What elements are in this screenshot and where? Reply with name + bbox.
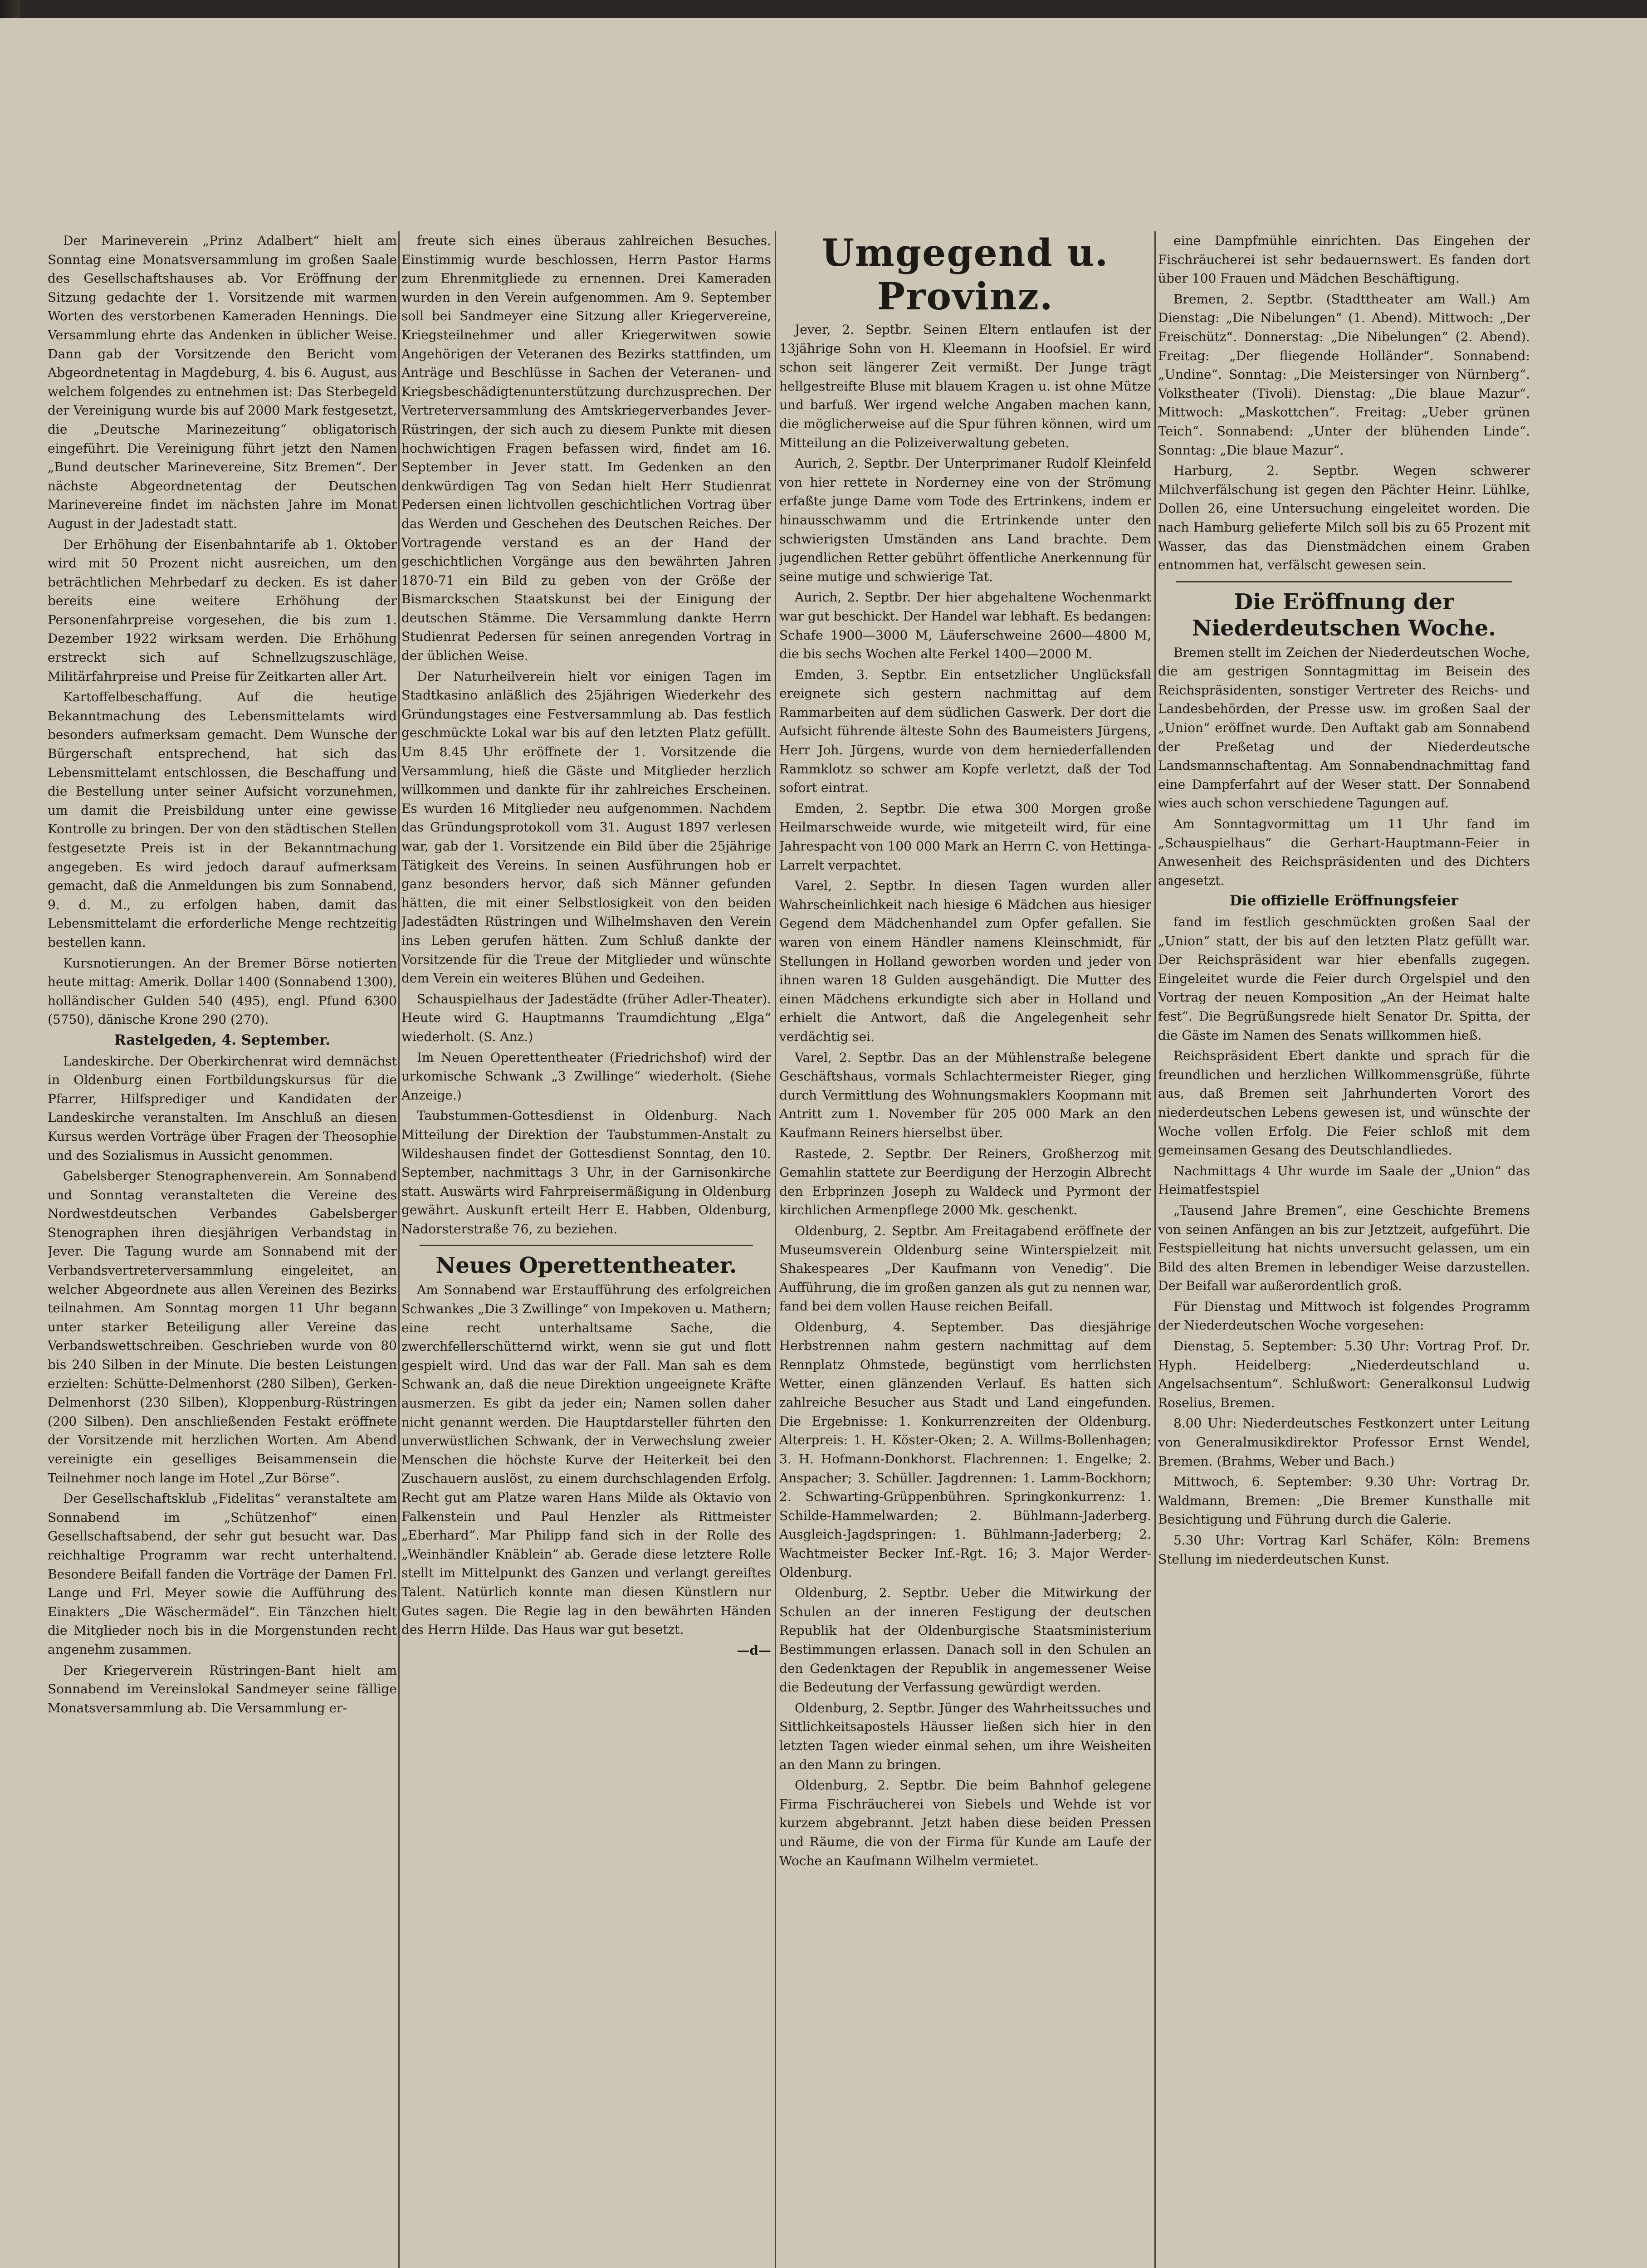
article-marineverein: Der Marineverein „Prinz Adalbert“ hielt am Sonntag eine Monatsversammlung im großen Saale des Gesellschaftshauses ab. Vor Eröffnung der Sitzung gedachte der 1. Vorsitzende mit warmen Worten des verstorbenen Kameraden Hennings. Die Versammlung ehrte das Andenken in üblicher Weise. Dann gab der Vorsitzende den Bericht vom Abgeordnetentag in Magdeburg, 4. bis 6. August, aus welchem folgendes zu entnehmen ist: Das Sterbegeld der Vereinigung wurde bis auf 2000 Mark festgesetzt, die „Deutsche Marinezeitung“ obligatorisch eingeführt. Die Vereinigung führt jetzt den Namen „Bund deutscher Marinevereine, Sitz Bremen“. Der nächste Abgeordnetentag der Deutschen Marinevereine findet im nächsten Jahre im Monat August in der Jadestadt statt. (48, 233, 397, 531)
article-oldenburg-museum: Oldenburg, 2. Septbr. Am Freitagabend eröffnete der Museumsverein Oldenburg seine Winterspielzeit mit Shakespeares „Der Kaufmann von Venedig“. Die Aufführung, die im großen ganzen als gut zu nennen war, fand bei dem vollen Hause reichen Beifall. (779, 1223, 1151, 1314)
article-operettentheater-note: Im Neuen Operettentheater (Friedrichshof) wird der urkomische Schwank „3 Zwillinge“ wiederholt. (Siehe Anzeige.) (401, 1050, 771, 1103)
article-bremen-theater: Bremen, 2. Septbr. (Stadttheater am Wall.) Am Dienstag: „Die Nibelungen“ (1. Abend). Mittwoch: „Der Freischütz“. Donnerstag: „Die Nibelungen“ (2. Abend). Freitag: „Der fliegende Holländer“. Sonnabend: „Undine“. Sonntag: „Die Meistersinger von Nürnberg“. Volkstheater (Tivoli). Dienstag: „Die blaue Mazur“. Mittwoch: „Maskottchen“. Freitag: „Ueber grünen Teich“. Sonnabend: „Unter der blühenden Linde“. Sonntag: „Die blaue Mazur“. (1158, 291, 1530, 458)
article-oldenburg-schulen: Oldenburg, 2. Septbr. Ueber die Mitwirkung der Schulen an der inneren Festigung der deutschen Republik hat der Oldenburgische Staatsministerium Bestimmungen erlassen. Danach soll in den Schulen an den Gedenktagen der Republik in angemessener Weise die Bedeutung der Verfassung gewürdigt werden. (779, 1585, 1151, 1695)
article-emden-unglueck: Emden, 3. Septbr. Ein entsetzlicher Unglücksfall ereignete sich gestern nachmittag auf dem Rammarbeiten auf dem südlichen Gaswerk. Der dort die Aufsicht führende älteste Sohn des Baumeisters Jürgens, Herr Joh. Jürgens, wurde von dem herniederfallenden Rammklotz so schwer am Kopfe verletzt, daß der Tod sofort eintrat. (779, 667, 1151, 796)
author-signature: —d— (737, 1642, 771, 1658)
column-2 (401, 231, 771, 2268)
column-rule (1154, 231, 1156, 2268)
article-woche-intro: Bremen stellt im Zeichen der Niederdeutschen Woche, die am gestrigen Sonntagmittag im Beisein des Reichspräsidenten, sonstiger Vertreter des Reichs- und Landesbehörden, der Presse usw. im großen Saal der „Union“ eröffnet wurde. Den Auftakt gab am Sonnabend der Preßetag und der Niederdeutsche Landsmannschaftentag. Am Sonnabendnachmittag fand eine Dampferfahrt auf der Weser statt. Der Sonnabend wies auch schon verschiedene Tagungen auf. (1158, 645, 1530, 811)
section-divider (1176, 581, 1512, 582)
article-naturheilverein: Der Naturheilverein hielt vor einigen Tagen im Stadtkasino anläßlich des 25jährigen Wiederkehr des Gründungstages eine Festversammlung ab. Das festlich geschmückte Lokal war bis auf den letzten Platz gefüllt. Um 8.45 Uhr eröffnete der 1. Vorsitzende die Versammlung, hieß die Gäste und Mitglieder herzlich willkommen und dankte für ihr zahlreiches Erscheinen. Es wurden 16 Mitglieder neu aufgenommen. Nachdem das Gründungsprotokoll vom 31. August 1897 verlesen war, gab der 1. Vorsitzende ein Bild über die 25jährige Tätigkeit des Vereins. In seinen Ausführungen hob er ganz besonders hervor, daß sich Männer gefunden hätten, die mit einer Selbstlosigkeit von den beiden Jadestädten Rüstringen und Wilhelmshaven den Verein ins Leben gerufen hätten. Zum Schluß dankte der Vorsitzende für die Treue der Mitglieder und wünschte dem Verein ein weiteres Blühen und Gedeihen. (401, 669, 771, 986)
article-kriegerverein: Der Kriegerverein Rüstringen-Bant hielt am Sonnabend im Vereinslokal Sandmeyer seine fällige Monatsversammlung ab. Die Versammlung er- (48, 1662, 397, 1716)
article-eisenbahntarife: Der Erhöhung der Eisenbahntarife ab 1. Oktober wird mit 50 Prozent nicht ausreichen, um den beträchtlichen Mehrbedarf zu decken. Es ist daher bereits eine weitere Erhöhung der Personenfahrpreise vorgesehen, die bis zum 1. Dezember 1922 wirksam werden. Die Erhöhung erstreckt sich auf Schnellzugszuschläge, Militärfahrpreise und Preise für Zeitkarten aller Art. (48, 537, 397, 684)
article-taubstummen: Taubstummen-Gottesdienst in Oldenburg. Nach Mitteilung der Direktion der Taubstummen-Anstalt zu Wildeshausen findet der Gottesdienst Sonntag, den 10. September, nachmittags 3 Uhr, in der Garnisonkirche statt. Auswärts wird Fahrpreisermäßigung in Oldenburg gewährt. Auskunft erteilt Herr E. Habben, Oldenburg, Nadorsterstraße 76, zu beziehen. (401, 1108, 771, 1237)
article-schauspielhaus: Schauspielhaus der Jadestädte (früher Adler-Theater). Heute wird G. Hauptmanns Traumdichtung „Elga“ wiederholt. (S. Anz.) (401, 991, 771, 1044)
heading-umgegend: Umgegend u. Provinz. (821, 231, 1109, 318)
heading-niederdeutsche-woche: Die Eröffnung der Niederdeutschen Woche. (1192, 589, 1496, 641)
article-feier-3: Nachmittags 4 Uhr wurde im Saale der „Union“ das Heimatfestspiel (1158, 1163, 1530, 1198)
article-stenographenverein: Gabelsberger Stenographenverein. Am Sonnabend und Sonntag veranstalteten die Vereine des Nordwestdeutschen Verbandes Gabelsberger Stenographen ihren diesjährigen Verbandstag in Jever. Die Tagung wurde am Sonnabend mit der Verbandsvertreterversammlung eingeleitet, an welcher Abgeordnete aus allen Vereinen des Bezirks teilnahmen. Am Sonntag morgen 11 Uhr begann unter starker Beteiligung aller Vereine das Verbandswettschreiben. Geschrieben wurde von 80 bis 240 Silben in der Minute. Die besten Leistungen erzielten: Schütte-Delmenhorst (280 Silben), Gerken-Delmenhorst (230 Silben), Kloppenburg-Rüstringen (200 Silben). Den anschließenden Festakt eröffnete der Vorsitzende mit herzlichen Worten. Am Abend vereinigte ein geselliges Beisammensein die Teilnehmer noch lange im Hotel „Zur Börse“. (48, 1168, 397, 1486)
dateline: Rastelgeden, 4. September. (114, 1031, 331, 1048)
program-dienstag-2: 8.00 Uhr: Niederdeutsches Festkonzert unter Leitung von Generalmusikdirektor Professor Ernst Wendel, Bremen. (Brahms, Weber und Bach.) (1158, 1416, 1530, 1469)
article-kartoffelbeschaffung: Kartoffelbeschaffung. Auf die heutige Bekanntmachung des Lebensmittelamts wird besonders aufmerksam gemacht. Dem Wunsche der Bürgerschaft entsprechend, hat sich das Lebensmittelamt entschlossen, die Beschaffung und die Bestellung unter seiner Aufsicht vorzunehmen, um damit die Preisbildung unter eine gewisse Kontrolle zu bringen. Der von den städtischen Stellen festgesetzte Preis ist in der Bekanntmachung angegeben. Es wird jedoch darauf aufmerksam gemacht, daß die Anmeldungen bis zum Sonnabend, 9. d. M., zu erfolgen haben, damit das Lebensmittelamt die erforderliche Menge rechtzeitig bestellen kann. (48, 689, 397, 950)
article-rastede: Rastede, 2. Septbr. Der Reiners, Großherzog mit Gemahlin stattete zur Beerdigung der Herzogin Albrecht den Erbprinzen Joseph zu Waldeck und Pyrmont der kirchlichen Armenpflege 2000 Mk. geschenkt. (779, 1146, 1151, 1218)
article-aurich-markt: Aurich, 2. Septbr. Der hier abgehaltene Wochenmarkt war gut beschickt. Der Handel war lebhaft. Es bedangen: Schafe 1900—3000 M, Läuferschweine 2600—4800 M, die bis sechs Wochen alte Ferkel 1400—2000 M. (779, 590, 1151, 662)
article-oldenburg-haeusser: Oldenburg, 2. Septbr. Jünger des Wahrheitssuches und Sittlichkeitsapostels Häusser ließen sich hier in den letzten Tagen wieder einmal sehen, um ihre Weisheiten an den Mann zu bringen. (779, 1700, 1151, 1772)
article-feier-2: Reichspräsident Ebert dankte und sprach für die freundlichen und herzlichen Willkommensgrüße, führte aus, daß Bremen seit Jahrhunderten Vorort des niederdeutschen Lebens gewesen ist, und wünschte der Woche vollen Erfolg. Die Feier schloß mit dem gemeinsamen Gesang des Deutschlandliedes. (1158, 1048, 1530, 1158)
column-rule (775, 231, 776, 2268)
subheading-eroeffnungsfeier: Die offizielle Eröffnungsfeier (1230, 893, 1458, 909)
article-operette-review: Am Sonnabend war Erstaufführung des erfolgreichen Schwankes „Die 3 Zwillinge“ von Impekoven u. Mathern; eine recht unterhaltsame Sache, die zwerchfellerschütternd wirkt, wenn sie gut und flott gespielt wird. Und das war der Fall. Man sah es dem Schwank an, daß die neue Direktion ungeeignete Kräfte ausmerzen. Es gibt da jeder ein; Namen sollen daher nicht genannt werden. Die Hauptdarsteller führten den unverwüstlichen Schwank, der in Verwechslung zweier Menschen die höchste Kurve der Heiterkeit bei den Zuschauern auslöst, zu einem durchschlagenden Erfolg. Recht gut am Platze waren Hans Milde als Oktavio von Falkenstein und Paul Henzler als Rittmeister „Eberhard“. Mar Philipp fand sich in der Rolle des „Weinhändler Knäblein“ ab. Gerade diese letztere Rolle stellt im Mittelpunkt des Ganzen und verlangt gereiftes Talent. Natürlich konnte man diesen Künstlern nur Gutes sagen. Die Regie lag in den bewährten Händen des Herrn Hilde. Das Haus war gut besetzt. (401, 1282, 771, 1637)
article-fidelitas: Der Gesellschaftsklub „Fidelitas“ veranstaltete am Sonnabend im „Schützenhof“ einen Gesellschaftsabend, der sehr gut besucht war. Das reichhaltige Programm war recht unterhaltend. Besondere Beifall fanden die Vorträge der Damen Frl. Lange und Frl. Meyer sowie die Aufführung des Einakters „Die Wäschermädel“. Ein Tänzchen hielt die Mitglieder noch bis in die Morgenstunden recht angenehm zusammen. (48, 1491, 397, 1657)
column-3 (779, 231, 1151, 2268)
article-oldenburg-rennen: Oldenburg, 4. September. Das diesjährige Herbstrennen nahm gestern nachmittag auf dem Rennplatz Ohmstede, begünstigt vom herrlichsten Wetter, einen glänzenden Verlauf. Es hatten sich zahlreiche Besucher aus Stadt und Land eingefunden. Die Ergebnisse: 1. Konkurrenzreiten der Oldenburg. Alterpreis: 1. H. Köster-Oken; 2. A. Willms-Bollenhagen; 3. H. Hofmann-Donkhorst. Flachrennen: 1. Engelke; 2. Anspacher; 3. Schüller. Jagdrennen: 1. Lamm-Bockhorn; 2. Schwarting-Grüppenbühren. Springkonkurrenz: 1. Schilde-Hammelwarden; 2. Bühlmann-Jaderberg. Ausgleich-Jagdspringen: 1. Bühlmann-Jaderberg; 2. Wachtmeister Becker Inf.-Rgt. 16; 3. Major Werder-Oldenburg. (779, 1319, 1151, 1580)
article-woche-sonntag: Am Sonntagvormittag um 11 Uhr fand im „Schauspielhaus“ die Gerhart-Hauptmann-Feier in Anwesenheit des Reichspräsidenten und des Dichters angesetzt. (1158, 816, 1530, 888)
article-fischraeucherei-cont: eine Dampfmühle einrichten. Das Eingehen der Fischräucherei ist sehr bedauernswert. Es fanden dort über 100 Frauen und Mädchen Beschäftigung. (1158, 233, 1530, 286)
article-aurich-rettung: Aurich, 2. Septbr. Der Unterprimaner Rudolf Kleinfeld von hier rettete in Norderney eine von der Strömung erfaßte junge Dame vom Tode des Ertrinkens, indem er hinausschwamm und die Ertrinkende unter den schwierigsten Umständen ans Land brachte. Dem jugendlichen Retter gebührt öffentliche Anerkennung für seine mutige und schwierige Tat. (779, 456, 1151, 584)
article-feier-1: fand im festlich geschmückten großen Saal der „Union“ statt, der bis auf den letzten Platz gefüllt war. Der Reichspräsident war hier ebenfalls zugegen. Eingeleitet wurde die Feier durch Orgelspiel und den Vortrag der neuen Komposition „An der Heimat halte fest“. Die Begrüßungsrede hielt Senator Dr. Spitta, der die Gäste im Namen des Senats willkommen hieß. (1158, 914, 1530, 1043)
column-rule (398, 231, 400, 2268)
article-varel-haus: Varel, 2. Septbr. Das an der Mühlenstraße belegene Geschäftshaus, vormals Schlachtermeister Rieger, ging durch Vermittlung des Wohnungsmaklers Koopmann mit Antritt zum 1. November für 205 000 Mark an den Kaufmann Reiners hierselbst über. (779, 1050, 1151, 1140)
article-kursnotierungen: Kursnotierungen. An der Bremer Börse notierten heute mittag: Amerik. Dollar 1400 (Sonnabend 1300), holländischer Gulden 540 (495), engl. Pfund 6300 (5750), dänische Krone 290 (270). (48, 955, 397, 1027)
newspaper-page (0, 18, 1647, 2268)
article-harburg: Harburg, 2. Septbr. Wegen schwerer Milchverfälschung ist gegen den Pächter Heinr. Lühlke, Dollen 26, eine Untersuchung eingeleitet worden. Die nach Hamburg gelieferte Milch soll bis zu 65 Prozent mit Wasser, das das Dienstmädchen einem Graben entnommen hat, verfälscht gewesen sein. (1158, 463, 1530, 573)
program-mittwoch-2: 5.30 Uhr: Vortrag Karl Schäfer, Köln: Bremens Stellung im niederdeutschen Kunst. (1158, 1533, 1530, 1567)
section-divider (420, 1245, 753, 1246)
article-jever: Jever, 2. Septbr. Seinen Eltern entlaufen ist der 13jährige Sohn von H. Kleemann in Hoofsiel. Er wird schon seit längerer Zeit vermißt. Der Junge trägt hellgestreifte Bluse mit blauem Kragen u. ist ohne Mütze und barfuß. Wer irgend welche Angaben machen kann, die möglicherweise auf die Spur führen können, wird um Mitteilung an die Polizeiverwaltung gebeten. (779, 322, 1151, 450)
program-mittwoch-1: Mittwoch, 6. September: 9.30 Uhr: Vortrag Dr. Waldmann, Bremen: „Die Bremer Kunsthalle mit Besichtigung und Führung durch die Galerie. (1158, 1474, 1530, 1527)
article-emden-weide: Emden, 2. Septbr. Die etwa 300 Morgen große Heilmarschweide wurde, wie mitgeteilt wird, für eine Jahrespacht von 100 000 Mark an Herrn C. von Hettinga-Larrelt verpachtet. (779, 801, 1151, 873)
article-feier-4: „Tausend Jahre Bremen“, eine Geschichte Bremens von seinen Anfängen an bis zur Jetztzeit, aufgeführt. Die Festspielleitung hat nichts unversucht gelassen, um ein Bild des alten Bremen in lebendiger Weise darzustellen. Der Beifall war außerordentlich groß. (1158, 1202, 1530, 1294)
article-landeskirche: Landeskirche. Der Oberkirchenrat wird demnächst in Oldenburg einen Fortbildungskursus für die Pfarrer, Hilfsprediger und Kandidaten der Landeskirche veranstalten. Im Anschluß an diesen Kursus werden Vorträge über Fragen der Theosophie und des Sozialismus in Aussicht genommen. (48, 1053, 397, 1163)
article-kriegerverein-cont: freute sich eines überaus zahlreichen Besuches. Einstimmig wurde beschlossen, Herrn Pastor Harms zum Ehrenmitgliede zu ernennen. Drei Kameraden wurden in den Verein aufgenommen. Am 9. September soll bei Sandmeyer eine Sitzung aller Kriegervereine, Kriegsteilnehmer und aller Kriegerwitwen sowie Angehörigen der Veteranen des Bezirks stattfinden, um Anträge und Beschlüsse in Sachen der Veteranen- und Kriegsbeschädigtenunterstützung durchzusprechen. Der Vertreterversammlung des Amtskriegerverbandes Jever-Rüstringen, der sich auch zu diesem Punkte mit diesen hochwichtigen Fragen befassen wird, findet am 16. September in Jever statt. Im Gedenken an den denkwürdigen Tag von Sedan hielt Herr Studienrat Pedersen einen lichtvollen geschichtlichen Vortrag über das Werden und Geschehen des Deutschen Reiches. Der Vortragende verstand es an der Hand der geschichtlichen Vorgänge aus den bewährten Jahren 1870-71 ein Bild zu geben von der Größe der Bismarckschen Staatskunst bei der Einigung der deutschen Stämme. Die Versammlung dankte Herrn Studienrat Pedersen für seinen anregenden Vortrag in der üblichen Weise. (401, 233, 771, 664)
article-oldenburg-fischraeucherei: Oldenburg, 2. Septbr. Die beim Bahnhof gelegene Firma Fischräucherei von Siebels und Wehde ist vor kurzem abgebrannt. Jetzt haben diese beiden Pressen und Räume, die von der Firma für Kunde am Laufe der Woche an Kaufmann Wilhelm vermietet. (779, 1778, 1151, 1868)
heading-operettentheater: Neues Operettentheater. (435, 1253, 737, 1279)
column-1 (48, 231, 397, 2268)
program-dienstag-1: Dienstag, 5. September: 5.30 Uhr: Vortrag Prof. Dr. Hyph. Heidelberg: „Niederdeutschland u. Angelsachsentum“. Schlußwort: Generalkonsul Ludwig Roselius, Bremen. (1158, 1339, 1530, 1410)
article-programm-intro: Für Dienstag und Mittwoch ist folgendes Programm der Niederdeutschen Woche vorgesehen: (1158, 1299, 1530, 1333)
column-4 (1158, 231, 1530, 2268)
article-varel-maedchen: Varel, 2. Septbr. In diesen Tagen wurden aller Wahrscheinlichkeit nach hiesige 6 Mädchen aus hiesiger Gegend dem Mädchenhandel zum Opfer gefallen. Sie waren von einem Händler namens Kleinschmidt, für Stellungen in Holland geworben worden und jeder von ihnen waren 18 Gulden ausgehändigt. Die Mutter des einen Mädchens erkundigte sich aber in Holland und erhielt die Antwort, daß die Angelegenheit sehr verdächtig sei. (779, 878, 1151, 1044)
